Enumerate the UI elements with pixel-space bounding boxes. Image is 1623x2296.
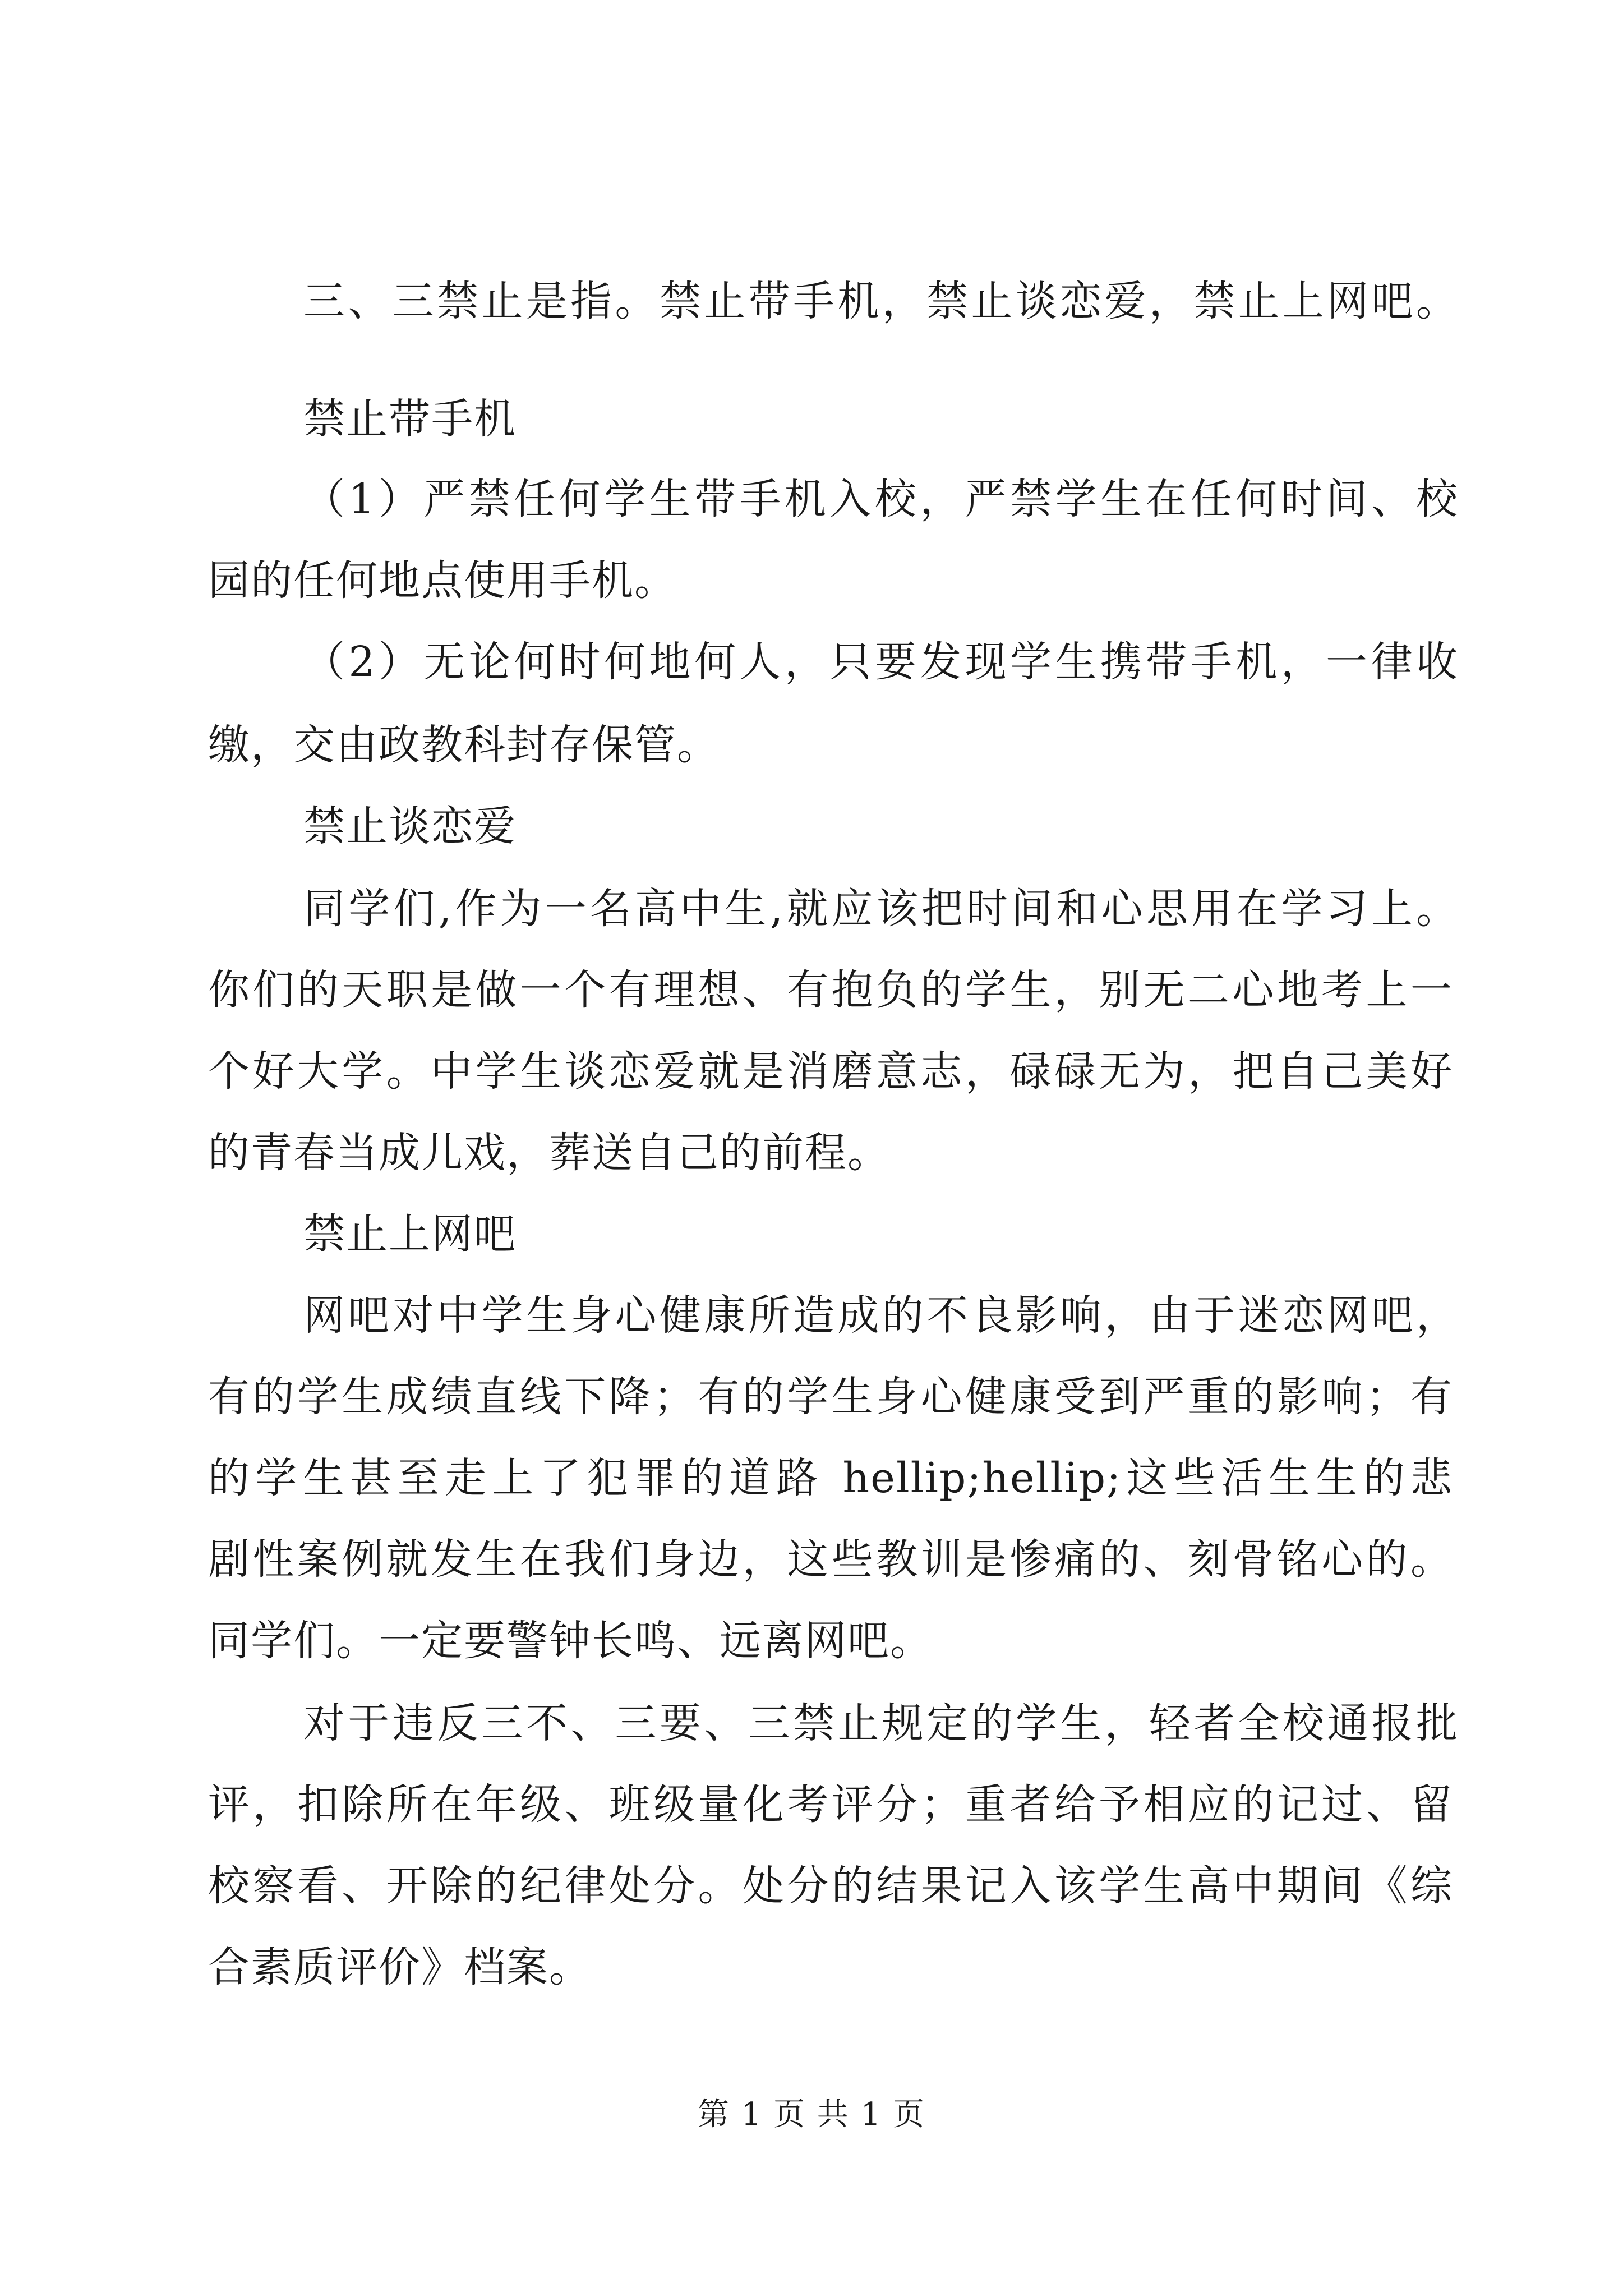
internet-line-1: 网吧对中学生身心健康所造成的不良影响，由于迷恋网吧， [303, 1291, 1459, 1340]
internet-line-3: 的学生甚至走上了犯罪的道路 hellip;hellip;这些活生生的悲 [208, 1454, 1453, 1502]
dating-line-4: 的青春当成儿戏，葬送自己的前程。 [208, 1129, 890, 1177]
page-footer: 第 1 页 共 1 页 [697, 2096, 926, 2133]
item-2-line-2: 缴，交由政教科封存保管。 [208, 721, 720, 769]
penalty-line-4: 合素质评价》档案。 [208, 1943, 592, 1991]
internet-line-5: 同学们。一定要警钟长鸣、远离网吧。 [208, 1617, 933, 1665]
penalty-line-2: 评，扣除所在年级、班级量化考评分；重者给予相应的记过、留 [208, 1780, 1453, 1829]
dating-line-2: 你们的天职是做一个有理想、有抱负的学生，别无二心地考上一 [208, 966, 1453, 1014]
item-2-line-1: （2）无论何时何地何人，只要发现学生携带手机，一律收 [303, 638, 1459, 686]
heading-no-dating: 禁止谈恋爱 [303, 802, 517, 850]
penalty-line-1: 对于违反三不、三要、三禁止规定的学生，轻者全校通报批 [303, 1699, 1459, 1747]
dating-line-3: 个好大学。中学生谈恋爱就是消磨意志，碌碌无为，把自己美好 [208, 1047, 1453, 1096]
internet-line-2: 有的学生成绩直线下降；有的学生身心健康受到严重的影响；有 [208, 1373, 1453, 1421]
penalty-line-3: 校察看、开除的纪律处分。处分的结果记入该学生高中期间《综 [208, 1862, 1453, 1910]
heading-no-internet-cafe: 禁止上网吧 [303, 1210, 517, 1258]
heading-no-phone: 禁止带手机 [303, 395, 517, 443]
item-1-line-2: 园的任何地点使用手机。 [208, 556, 677, 605]
paragraph-three-prohibitions: 三、三禁止是指。禁止带手机，禁止谈恋爱，禁止上网吧。 [303, 277, 1459, 325]
dating-line-1: 同学们,作为一名高中生,就应该把时间和心思用在学习上。 [303, 885, 1459, 933]
internet-line-4: 剧性案例就发生在我们身边，这些教训是惨痛的、刻骨铭心的。 [208, 1535, 1453, 1584]
item-1-line-1: （1）严禁任何学生带手机入校，严禁学生在任何时间、校 [303, 475, 1459, 523]
